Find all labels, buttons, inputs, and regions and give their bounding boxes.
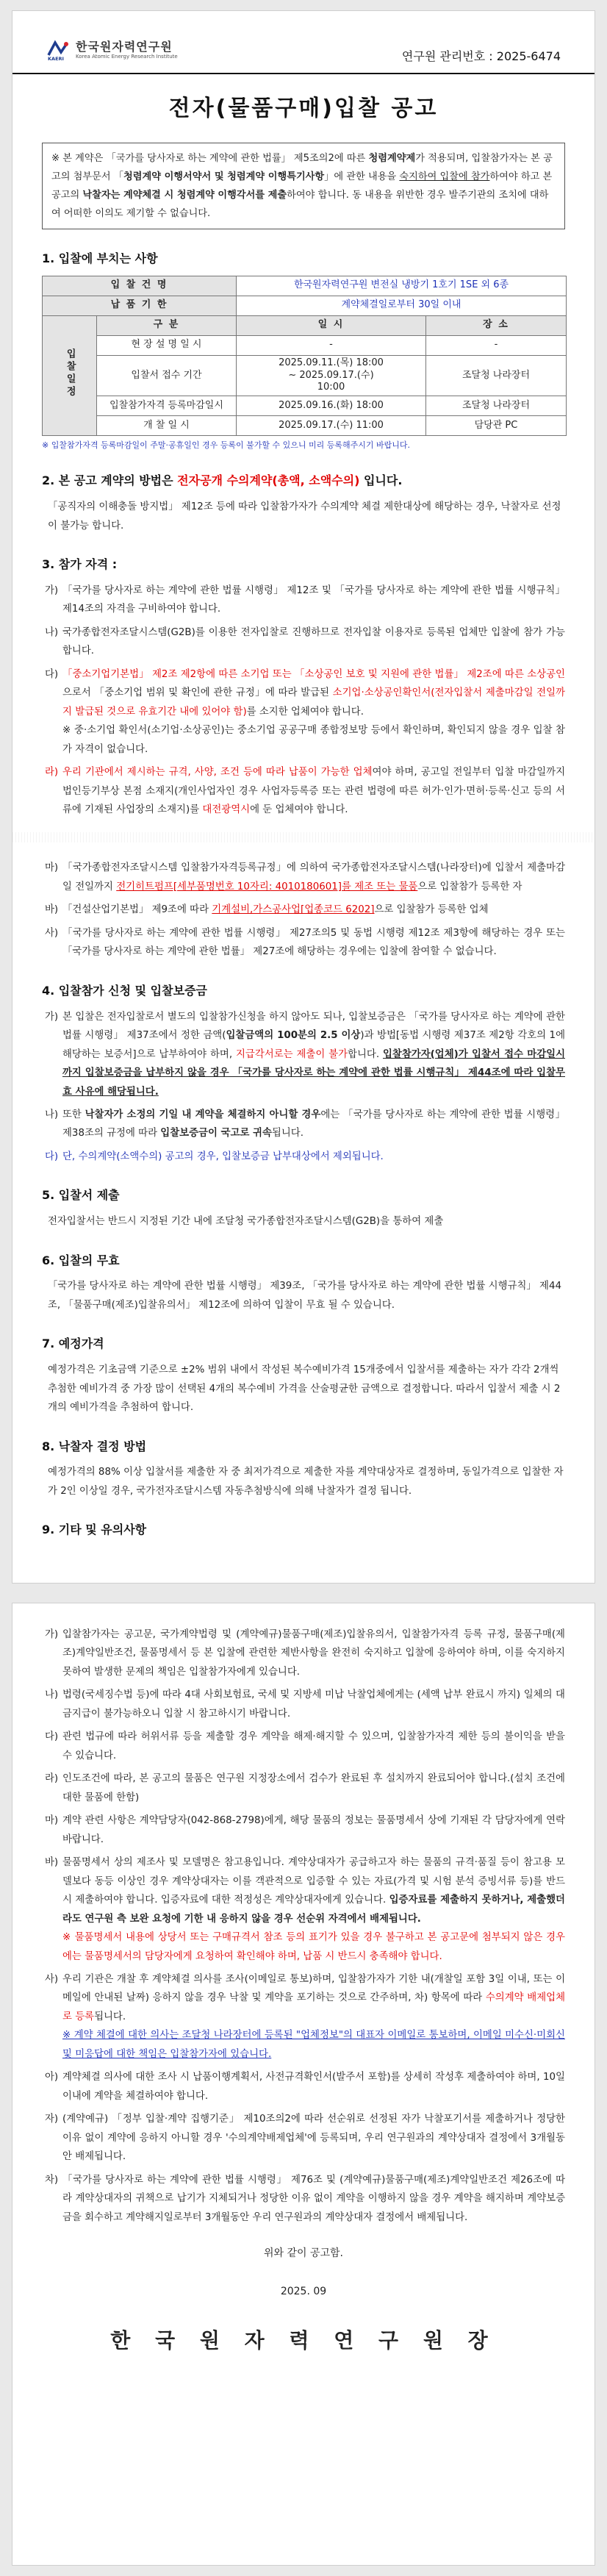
section-2 bbox=[42, 472, 565, 535]
page-title: 전자(물품구매)입찰 공고 bbox=[168, 96, 439, 121]
list-item: 다) 「중소기업기본법」 제2조 제2항에 따른 소기업 또는 「소상공인 보호 및 지원에 관한 법률」 제2조에 따른 소상공인으로서 「중소기업 범위 및 확인에 관한 규정」에 따라 발급된 소기업·소상공인확인서(전자입찰서 제출마감일 전일까지 발급된 것으로 유효기간 내에 있어야 함)를 소지한 업체여야 합니다. ※ 중·소기업 확인서(소기업·소상공인)는 중소기업 공공구매 종합정보망 등에서 확인하며, 확인되지 않을 경우 입찰 참가 자격이 없습니다. bbox=[45, 668, 565, 755]
management-number: 연구원 관리번호 : 2025-6474 bbox=[401, 49, 561, 63]
list-item: 바) 물품명세서 상의 제조사 및 모델명은 참고용입니다. 계약상대자가 공급하고자 하는 물품의 규격·품질 등이 참고용 모델보다 동등 이상인 경우 계약상대자는 이를 객관적으로 입증할 수 있는 자료(가격 및 시험 분석 증빙서류 등)를 반드시 제출하여야 합니다. 입증자료에 대한 적정성은 계약상대자에게 있습니다. 입증자료를 제출하지 못하거나, 제출했더라도 연구원 측 보완 요청에 기한 내 응하지 않을 경우 선순위 자격에서 배제됩니다. ※ 물품명세서 내용에 상당서 또는 구매규격서 참조 등의 표기가 있을 경우 불구하고 본 공고문에 첨부되지 않은 경우에는 물품명세서의 담당자에게 요청하여 확인해야 하며, 납품 시 반드시 충족해야 합니다. bbox=[45, 1857, 565, 1962]
list-item: 나) 또한 낙찰자가 소정의 기일 내 계약을 체결하지 아니할 경우에는 「국가를 당사자로 하는 계약에 관한 법률 시행령」 제38조의 규정에 따라 입찰보증금이 국고로 귀속됩니다. bbox=[45, 1109, 565, 1139]
section-6 bbox=[42, 1252, 565, 1315]
bid-name-value: 한국원자력연구원 변전실 냉방기 1호기 1SE 외 6종 bbox=[237, 276, 567, 296]
registration-note: ※ 입찰참가자격 등록마감일이 주말·공휴일인 경우 등록이 불가할 수 있으니 미리 등록해주시기 바랍니다. bbox=[42, 440, 410, 451]
page-header bbox=[12, 11, 595, 74]
list-item: 다) 단, 수의계약(소액수의) 공고의 경우, 입찰보증금 납부대상에서 제외됩니다. bbox=[45, 1151, 384, 1162]
schedule-row: 개 찰 일 시 2025.09.17.(수) 11:00 담당관 PC bbox=[43, 416, 567, 436]
section-5 bbox=[42, 1187, 565, 1231]
section-title: 7. 예정가격 bbox=[42, 1337, 104, 1351]
deadline-label: 납 품 기 한 bbox=[43, 296, 237, 315]
list-item: 사) 우리 기관은 개찰 후 계약체결 의사를 조사(이메일로 통보)하며, 입찰참가자가 기한 내(개찰일 포함 3일 이내, 또는 이메일에 안내된 날짜) 응하지 않을 경우 낙찰 및 계약을 포기하는 것으로 간주하며, 차) 항목에 따라 수의계약 배제업체로 등록됩니다. ※ 계약 체결에 대한 의사는 조달청 나라장터에 등록된 "업체정보"의 대표자 이메일로 통보하며, 이메일 미수신·미회신 및 미응답에 대한 책임은 입찰참가자에 있습니다. bbox=[45, 1973, 565, 2060]
section-body: 「공직자의 이해충돌 방지법」 제12조 등에 따라 입찰참가자가 수의계약 체결 제한대상에 해당하는 경우, 낙찰자로 선정이 불가능 합니다. bbox=[48, 501, 561, 532]
section-body: 예정가격의 88% 이상 입찰서를 제출한 자 중 최저가격으로 제출한 자를 계약대상자로 결정하며, 동일가격으로 입찰한 자가 2인 이상일 경우, 국가전자조달시스템 자동추첨방식에 의해 낙찰자가 결정 됩니다. bbox=[48, 1467, 564, 1497]
list-item: 마) 계약 관련 사항은 계약담당자(042-868-2798)에게, 해당 물품의 정보는 물품명세서 상에 기재된 각 담당자에게 연락 바랍니다. bbox=[45, 1815, 565, 1845]
kaeri-logo-icon bbox=[46, 39, 71, 61]
list-item: 가) 입찰참가자는 공고문, 국가계약법령 및 (계약예규)물품구매(제조)입찰유의서, 입찰참가자격 등록 규정, 물품구매(제조)계약일반조건, 물품명세서 등 본 입찰에 관련한 제반사항을 완전히 숙지하고 입찰에 응하여야 하며, 이를 숙지하지 못하여 발생한 문제의 책임은 입찰참가자에게 있습니다. bbox=[45, 1629, 565, 1678]
section-title: 6. 입찰의 무효 bbox=[42, 1253, 120, 1267]
section-1 bbox=[42, 250, 565, 452]
page-divider bbox=[12, 832, 595, 842]
list-item: 가) 「국가를 당사자로 하는 계약에 관한 법률 시행령」 제12조 및 「국가를 당사자로 하는 계약에 관한 법률 시행규칙」 제14조의 자격을 구비하여야 합니다. bbox=[45, 584, 565, 615]
closing-date: 2025. 09 bbox=[280, 2285, 327, 2297]
bid-name-label: 입 찰 건 명 bbox=[43, 276, 237, 296]
section-title: 1. 입찰에 부치는 사항 bbox=[42, 251, 158, 265]
section-title: 4. 입찰참가 신청 및 입찰보증금 bbox=[42, 983, 207, 998]
page-2 bbox=[12, 1603, 595, 2566]
list-item: 가) 본 입찰은 전자입찰로서 별도의 입찰참가신청을 하지 않아도 되나, 입찰보증금은 「국가를 당사자로 하는 계약에 관한 법률 시행령」 제37조에서 정한 금액(입찰금액의 100분의 2.5 이상)과 방법[동법 시행령 제37조 제2항 각호의 1에 해당하는 보증서]으로 납부하여야 하며, 지급각서로는 제출이 불가합니다. 입찰참가자(업체)가 입찰서 접수 마감일시까지 입찰보증금을 납부하지 않을 경우 「국가를 당사자로 하는 계약에 관한 법률 시행규칙」 제44조에 따라 입찰무효 사유에 해당됩니다. bbox=[45, 1011, 566, 1098]
closing-text: 위와 같이 공고함. bbox=[263, 2247, 344, 2260]
schedule-row: 입찰참가자격 등록마감일시 2025.09.16.(화) 18:00 조달청 나라장터 bbox=[43, 396, 567, 416]
bid-info-table bbox=[42, 276, 567, 437]
section-title: 2. 본 공고 계약의 방법은 전자공개 수의계약(총액, 소액수의) 입니다. bbox=[42, 473, 403, 488]
section-body: 예정가격은 기초금액 기준으로 ±2% 범위 내에서 작성된 복수예비가격 15개중에서 입찰서를 제출하는 자가 각각 2개씩 추첨한 예비가격 중 가장 많이 선택된 4개의 복수예비 가격을 산술평균한 금액으로 결정합니다. 따라서 입찰서 제출 시 2개의 예비가격을 추첨하여 합니다. bbox=[48, 1364, 561, 1414]
schedule-side-label: 입찰일정 bbox=[43, 315, 97, 436]
integrity-notice: ※ 본 계약은 「국가를 당사자로 하는 계약에 관한 법률」 제5조의2에 따른 청렴계약제가 적용되며, 입찰참가자는 본 공고의 첨부문서 「청렴계약 이행서약서 및 청렴계약 이행특기사항」에 관한 내용을 숙지하여 입찰에 참가하여야 하고 본 공고의 낙찰자는 계약체결 시 청렴계약 이행각서를 제출하여야 합니다. 동 내용을 위반한 경우 발주기관의 조치에 대하여 어떠한 이의도 제기할 수 없습니다. bbox=[42, 143, 565, 229]
list-item: 나) 국가종합전자조달시스템(G2B)를 이용한 전자입찰로 진행하므로 전자입찰 이용자로 등록된 업체만 입찰에 참가 가능합니다. bbox=[45, 626, 565, 657]
section-4 bbox=[42, 982, 565, 1167]
section-9 bbox=[42, 1521, 565, 1539]
list-item: 나) 법령(국세징수법 등)에 따라 4대 사회보험료, 국세 및 지방세 미납 낙찰업체에게는 (세액 납부 완료시 까지) 일체의 대금지급이 불가능하오니 입찰 시 참고하시기 바랍니다. bbox=[45, 1689, 565, 1720]
section-body: 「국가를 당사자로 하는 계약에 관한 법률 시행령」 제39조, 「국가를 당사자로 하는 계약에 관한 법률 시행규칙」 제44조, 「물품구매(제조)입찰유의서」 제12조에 의하여 입찰이 무효 될 수 있습니다. bbox=[48, 1281, 562, 1311]
deadline-value: 계약체결일로부터 30일 이내 bbox=[237, 296, 567, 315]
section-title: 5. 입찰서 제출 bbox=[42, 1188, 120, 1203]
section-3-continued bbox=[42, 859, 565, 961]
section-9-items bbox=[42, 1625, 565, 2227]
list-item: 자) (계약예규) 「정부 입찰·계약 집행기준」 제10조의2에 따라 선순위로 선정된 자가 낙찰포기서를 제출하거나 정당한 이유 없이 계약에 응하지 아니할 경우 '수의계약배제업체'에 등록되며, 우리 연구원과의 계약상대자 결정에서 3개월동안 배제됩니다. bbox=[45, 2114, 565, 2163]
schedule-row: 입찰서 접수 기간 2025.09.11.(목) 18:00 ~ 2025.09.17.(수) 10:00 조달청 나라장터 bbox=[43, 355, 567, 396]
list-item: 바) 「건설산업기본법」 제9조에 따라 기계설비,가스공사업[업종코드 6202]으로 입찰참가 등록한 업체 bbox=[45, 904, 489, 916]
issuer-signature: 한 국 원 자 력 연 구 원 장 bbox=[110, 2328, 497, 2353]
svg-text:KAERI: KAERI bbox=[48, 56, 64, 61]
list-item: 아) 계약체결 의사에 대한 조사 시 납품이행계획서, 사전규격확인서(발주서 포함)를 상세히 작성후 제출하여야 하며, 10일 이내에 계약을 체결하여야 합니다. bbox=[45, 2072, 565, 2102]
logo-name-ko: 한국원자력연구원 bbox=[76, 39, 173, 54]
page-1 bbox=[12, 10, 595, 1584]
list-item: 다) 관련 법규에 따라 허위서류 등을 제출할 경우 계약을 해제·해지할 수 있으며, 입찰참가자격 제한 등의 불이익을 받을 수 있습니다. bbox=[45, 1731, 565, 1761]
section-3 bbox=[42, 556, 565, 819]
org-logo bbox=[46, 39, 178, 61]
list-item: 사) 「국가를 당사자로 하는 계약에 관한 법률 시행령」 제27조의5 및 동법 시행령 제12조 제3항에 해당하는 경우 또는 「국가를 당사자로 하는 계약에 관한 법률」 제27조에 해당하는 경우에는 입찰에 참여할 수 없습니다. bbox=[45, 927, 565, 958]
col-date-header: 일 시 bbox=[237, 315, 426, 335]
section-title: 8. 낙찰자 결정 방법 bbox=[42, 1439, 147, 1453]
list-item: 라) 인도조건에 따라, 본 공고의 물품은 연구원 지정장소에서 검수가 완료된 후 설치까지 완료되어야 합니다.(설치 조건에 대한 물품에 한함) bbox=[45, 1773, 565, 1803]
section-title: 3. 참가 자격 : bbox=[42, 557, 118, 572]
list-item: 차) 「국가를 당사자로 하는 계약에 관한 법률 시행령」 제76조 및 (계약예규)물품구매(제조)계약일반조건 제26조에 따라 계약상대자의 귀책으로 납기가 지체되거나 정당한 이유 없이 계약을 이행하지 않을 경우 계약을 해지하며 계약보증금을 회수하고 계약해지일로부터 3개월동안 우리 연구원과의 계약상대자 결정에서 배제됩니다. bbox=[45, 2174, 565, 2223]
list-item: 마) 「국가종합전자조달시스템 입찰참가자격등록규정」에 의하여 국가종합전자조달시스템(나라장터)에 입찰서 제출마감일 전일까지 전기히트펌프[세부품명번호 10자리: 4010180601]를 제조 또는 물품으로 입찰참가 등록한 자 bbox=[45, 862, 565, 892]
section-7 bbox=[42, 1335, 565, 1417]
section-8 bbox=[42, 1438, 565, 1501]
list-item: 라) 우리 기관에서 제시하는 규격, 사양, 조건 등에 따라 납품이 가능한 업체여야 하며, 공고일 전일부터 입찰 마감일까지 법인등기부상 본점 소재지(개인사업자인 경우 사업자등록증 또는 관련 법령에 따른 허가·인가·면허·등록·신고 등의 서류에 기재된 사업장의 소재지)를 대전광역시에 둔 업체여야 합니다. bbox=[45, 767, 566, 816]
logo-name-en: Korea Atomic Energy Research Institute bbox=[76, 54, 178, 60]
section-body: 전자입찰서는 반드시 지정된 기간 내에 조달청 국가종합전자조달시스템(G2B)을 통하여 제출 bbox=[48, 1216, 444, 1228]
schedule-row: 현 장 설 명 일 시 - - bbox=[43, 335, 567, 355]
col-place-header: 장 소 bbox=[426, 315, 567, 335]
col-type-header: 구 분 bbox=[97, 315, 237, 335]
section-title: 9. 기타 및 유의사항 bbox=[42, 1523, 147, 1537]
